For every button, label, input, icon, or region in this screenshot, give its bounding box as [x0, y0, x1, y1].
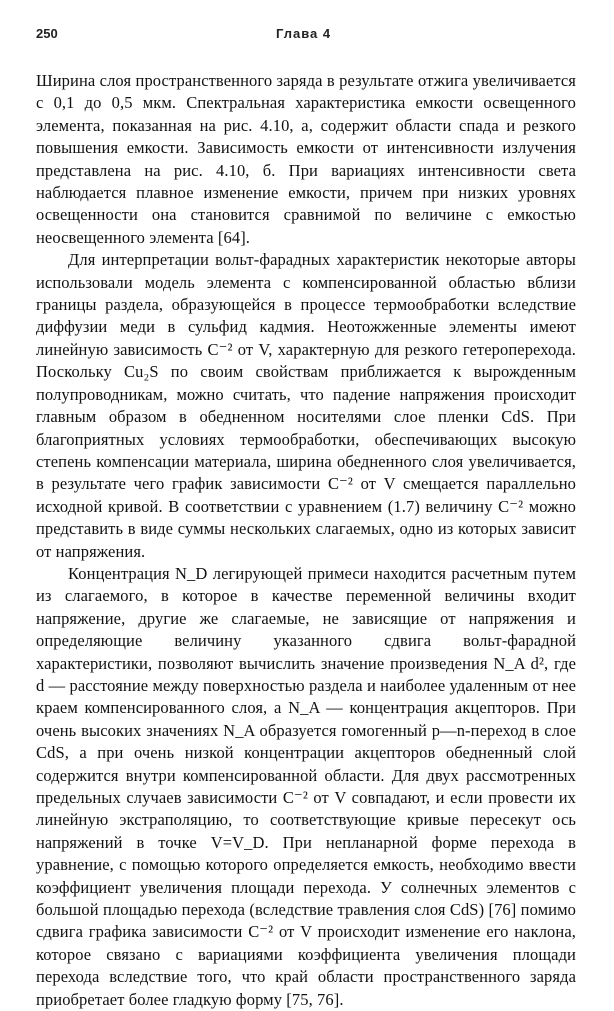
- paragraph: Ширина слоя пространственного заряда в результате отжига увеличивается с 0,1 до 0,5 мкм. Спектральная характеристика емкости освещенного элемента, показанная на рис. 4.10, а, содержит области спада и резкого повышения емкости. Зависимость емкости от интенсивности излучения представлена на рис. 4.10, б. При вариациях интенсивности света наблюдается плавное изменение емкости, причем при низких уровнях освещенности она становится сравнимой по величине с емкостью неосвещенного элемента [64].: [36, 71, 576, 247]
- page: [36, 26, 576, 1011]
- paragraph: Концентрация N_D легирующей примеси находится расчетным путем из слагаемого, в которое в качестве переменной величины входит напряжение, другие же слагаемые, не зависящие от напряжения и определяющие величину указанного сдвига вольт-фарадной характеристики, позволяют вычислить значение произведения N_A d², где d — расстояние между поверхностью раздела и наиболее удаленным от нее краем компенсированного слоя, а N_A — концентрация акцепторов. При очень высоких значениях N_A образуется гомогенный p—n-переход в слое CdS, а при очень низкой концентрации акцепторов обедненный слой содержится внутри компенсированной области. Для двух рассмотренных предельных случаев зависимости C⁻² от V совпадают, и если провести их линейную экстраполяцию, то соответствующие кривые пересекут ось напряжений в точке V=V_D. При непланарной форме перехода в уравнение, с помощью которого определяется емкость, необходимо ввести коэффициент увеличения площади перехода. У солнечных элементов с большой площадью перехода (вследствие травления слоя CdS) [76] помимо сдвига графика зависимости C⁻² от V происходит изменение его наклона, которое связано с вариациями коэффициента увеличения площади перехода вследствие того, что край области пространственного заряда приобретает более гладкую форму [75, 76].: [36, 563, 576, 1009]
- running-header: [36, 26, 576, 48]
- body-text: [36, 70, 576, 1011]
- chapter-title: Глава 4: [276, 26, 332, 41]
- paragraph: Для интерпретации вольт-фарадных характеристик некоторые авторы использовали модель элемента с компенсированной областью вблизи границы раздела, образующейся в процессе термообработки вследствие диффузии меди в сульфид кадмия. Неотожженные элементы имеют линейную зависимость C⁻² от V, характерную для резкого гетероперехода. Поскольку Cu₂S по своим свойствам приближается к вырожденным полупроводникам, можно считать, что падение напряжения происходит главным образом в обедненном носителями слое пленки CdS. При благоприятных условиях термообработки, обеспечивающих высокую степень компенсации материала, ширина обедненного слоя увеличивается, в результате чего график зависимости C⁻² от V смещается параллельно исходной кривой. В соответствии с уравнением (1.7) величину C⁻² можно представить в виде суммы нескольких слагаемых, одно из которых зависит от напряжения.: [36, 250, 576, 561]
- page-number: 250: [36, 26, 58, 41]
